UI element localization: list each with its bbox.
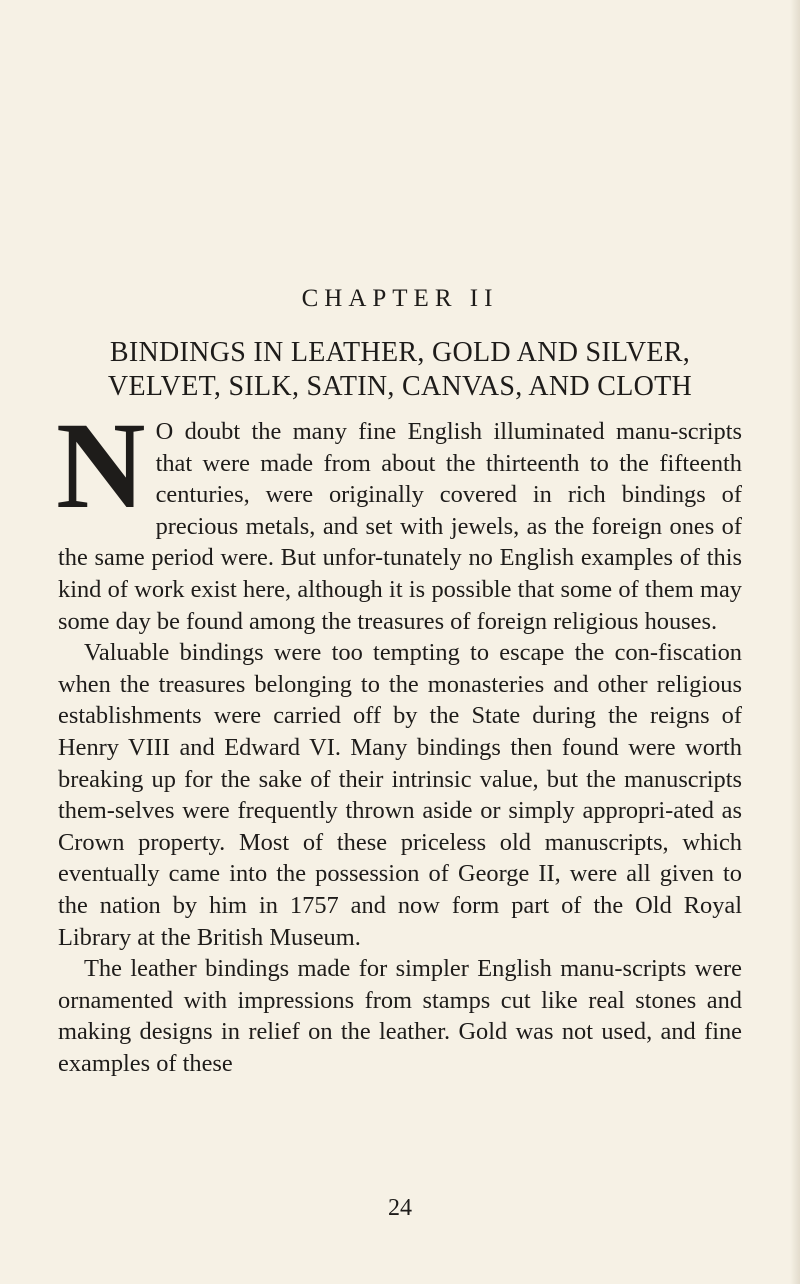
page-edge-shadow — [790, 0, 800, 1284]
paragraph-2: Valuable bindings were too tempting to escape the con-fiscation when the treasures belonging to the monasteries and other religious establishments were carried off by the State during the reigns of Henry VIII and Edward VI. Many bindings then found were worth breaking up for the sake of their intrinsic value, but the manuscripts them-selves were frequently thrown aside or simply appropri-ated as Crown property. Most of these priceless old manuscripts, which eventually came into the possession of George II, were all given to the nation by him in 1757 and now form part of the Old Royal Library at the British Museum. — [58, 639, 742, 951]
chapter-title-line-2: VELVET, SILK, SATIN, CANVAS, AND CLOTH — [107, 371, 693, 402]
chapter-title — [58, 336, 742, 404]
paragraph-1 — [56, 397, 742, 637]
drop-cap: N — [56, 397, 146, 534]
paragraph-3: The leather bindings made for simpler English manu-scripts were ornamented with impressions from stamps cut like real stones and making designs in relief on the leather. Gold was not used, and fine examples of these — [58, 955, 742, 1077]
body-text — [56, 397, 742, 1079]
paragraph-1-text: O doubt the many fine English illuminated manu-scripts that were made from about the thirteenth to the fifteenth centuries, were originally covered in rich bindings of precious metals, and set with jewels, as the foreign ones of the same period were. But unfor-tunately no English examples of this kind of work exist here, although it is possible that some of them may some day be found among the treasures of foreign religious houses. — [58, 418, 742, 635]
chapter-heading: CHAPTER II — [301, 285, 499, 312]
page-number: 24 — [388, 1195, 412, 1221]
chapter-title-line-1: BINDINGS IN LEATHER, GOLD AND SILVER, — [109, 337, 691, 368]
